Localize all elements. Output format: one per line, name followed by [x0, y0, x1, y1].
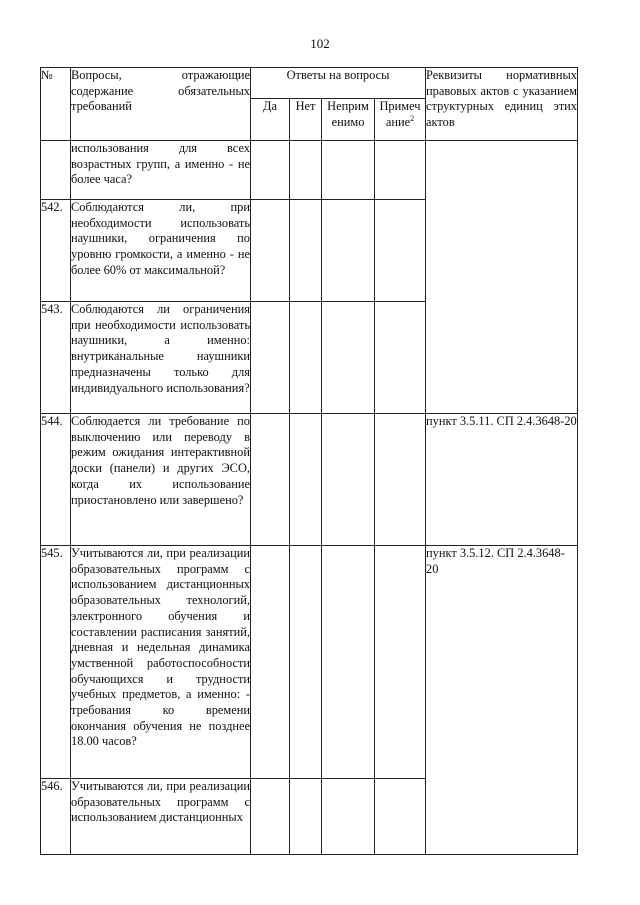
page-number: 102 — [310, 36, 330, 51]
header-row-top — [41, 68, 578, 99]
header-na: Неприм енимо — [322, 99, 375, 141]
row-requisites — [426, 141, 578, 414]
answer-na-cell[interactable] — [322, 141, 375, 200]
answer-no-cell[interactable] — [290, 779, 322, 855]
answer-note-cell[interactable] — [375, 200, 426, 302]
answer-yes-cell[interactable] — [251, 546, 290, 779]
answer-note-cell[interactable] — [375, 414, 426, 546]
table-row — [41, 546, 578, 779]
answer-na-cell[interactable] — [322, 302, 375, 414]
answer-yes-cell[interactable] — [251, 302, 290, 414]
answer-yes-cell[interactable] — [251, 200, 290, 302]
answer-note-cell[interactable] — [375, 546, 426, 779]
answer-no-cell[interactable] — [290, 302, 322, 414]
header-note-text: Примеч ание — [379, 99, 421, 129]
row-num: 546. — [41, 779, 71, 855]
answer-no-cell[interactable] — [290, 141, 322, 200]
row-question: Соблюдаются ли, при необходимости использовать наушники, ограничения по уровню громкости, а именно - не более 60% от максимальной? — [71, 200, 251, 302]
answer-note-cell[interactable] — [375, 141, 426, 200]
row-question: Учитываются ли, при реализации образовательных программ с использованием дистанционных образовательных технологий, электронного обучения и составлении расписания занятий, дневная и недельная динамика умственной работоспособности обучающихся и трудности учебных предметов, а именно: - требования ко времени окончания обучения не позднее 18.00 часов? — [71, 546, 251, 779]
table-row — [41, 141, 578, 200]
header-num: № — [41, 68, 71, 141]
row-num: 545. — [41, 546, 71, 779]
row-question: Соблюдаются ли ограничения при необходимости использовать наушники, а именно: внутриканальные наушники предназначены только для индивидуального использования? — [71, 302, 251, 414]
row-requisites: пункт 3.5.11. СП 2.4.3648-20 — [426, 414, 578, 546]
answer-no-cell[interactable] — [290, 546, 322, 779]
row-requisites: пункт 3.5.12. СП 2.4.3648-20 — [426, 546, 578, 855]
row-num: 542. — [41, 200, 71, 302]
answer-note-cell[interactable] — [375, 779, 426, 855]
header-note-sup: 2 — [410, 113, 415, 123]
answer-yes-cell[interactable] — [251, 414, 290, 546]
answer-note-cell[interactable] — [375, 302, 426, 414]
header-note — [375, 99, 426, 141]
checklist-table — [40, 67, 578, 855]
answer-no-cell[interactable] — [290, 200, 322, 302]
table-row — [41, 414, 578, 546]
answer-yes-cell[interactable] — [251, 141, 290, 200]
header-requisites: Реквизиты нормативных правовых актов с указанием структурных единиц этих актов — [426, 68, 578, 141]
row-num: 544. — [41, 414, 71, 546]
header-question: Вопросы, отражающие содержание обязательных требований — [71, 68, 251, 141]
row-question: использования для всех возрастных групп, а именно - не более часа? — [71, 141, 251, 200]
row-question: Соблюдается ли требование по выключению или переводу в режим ожидания интерактивной доски (панели) и других ЭСО, когда их использование приостановлено или завершено? — [71, 414, 251, 546]
row-question: Учитываются ли, при реализации образовательных программ с использованием дистанционных — [71, 779, 251, 855]
answer-yes-cell[interactable] — [251, 779, 290, 855]
header-no: Нет — [290, 99, 322, 141]
answer-na-cell[interactable] — [322, 200, 375, 302]
answer-na-cell[interactable] — [322, 546, 375, 779]
header-answers: Ответы на вопросы — [251, 68, 426, 99]
row-num: 543. — [41, 302, 71, 414]
answer-na-cell[interactable] — [322, 779, 375, 855]
header-yes: Да — [251, 99, 290, 141]
row-num — [41, 141, 71, 200]
answer-na-cell[interactable] — [322, 414, 375, 546]
answer-no-cell[interactable] — [290, 414, 322, 546]
